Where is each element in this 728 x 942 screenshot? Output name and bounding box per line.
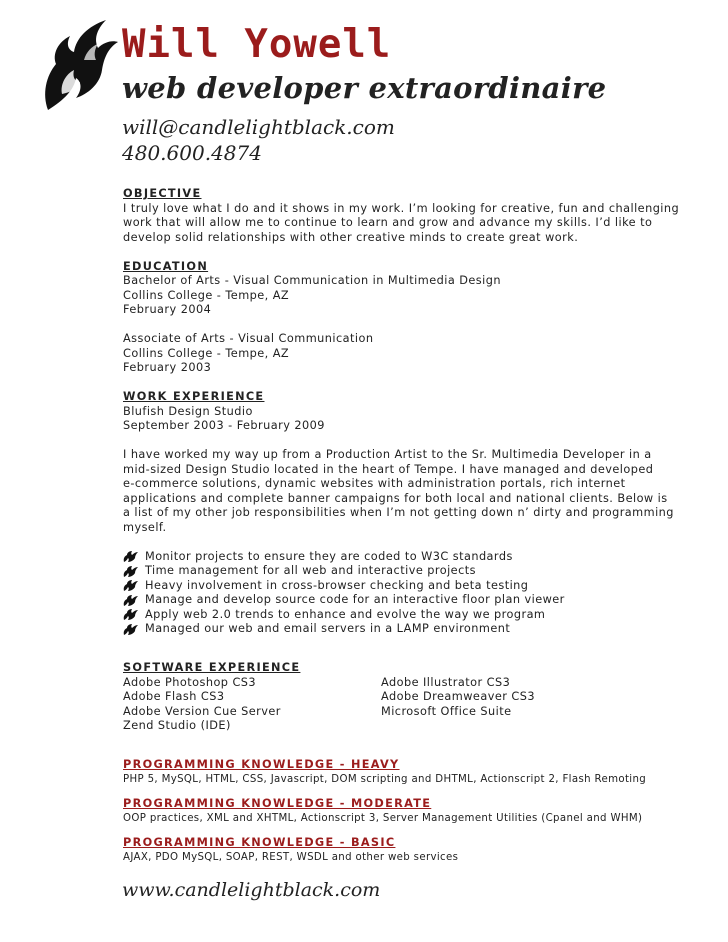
programming-heavy-heading: PROGRAMMING KNOWLEDGE - HEAVY xyxy=(123,758,400,771)
responsibility-text: Monitor projects to ensure they are coded to W3C standards xyxy=(145,549,513,563)
objective-heading: OBJECTIVE xyxy=(123,187,202,200)
candidate-tagline: web developer extraordinaire xyxy=(122,71,607,105)
software-list xyxy=(123,676,683,734)
work-description-line: mid-sized Design Studio located in the heart of Tempe. I have managed and developed xyxy=(123,462,654,476)
work-description-line: applications and complete banner campaigns for both local and national clients. Below is xyxy=(123,491,668,505)
programming-basic-text: AJAX, PDO MySQL, SOAP, REST, WSDL and other web services xyxy=(123,851,459,863)
education-heading: EDUCATION xyxy=(123,259,209,273)
responsibility-text: Managed our web and email servers in a LAMP environment xyxy=(145,622,511,635)
education-school: Collins College - Tempe, AZ xyxy=(123,346,290,360)
work-description-line: a list of my other job responsibilities when I’m not getting down n’ dirty and programming xyxy=(123,506,674,519)
software-item: Microsoft Office Suite xyxy=(381,704,512,718)
software-item: Adobe Version Cue Server xyxy=(123,704,281,718)
resume-body xyxy=(123,187,683,865)
programming-moderate-heading: PROGRAMMING KNOWLEDGE - MODERATE xyxy=(123,797,432,810)
education-school: Collins College - Tempe, AZ xyxy=(123,288,290,302)
website-link[interactable]: www.candlelightblack.com xyxy=(122,879,381,901)
work-company: Blufish Design Studio xyxy=(123,404,253,418)
flame-bullet-icon xyxy=(123,608,139,621)
flame-bullet-icon xyxy=(123,623,139,636)
candidate-name: Will Yowell xyxy=(122,22,392,67)
software-item: Adobe Dreamweaver CS3 xyxy=(381,690,535,703)
flame-bullet-icon xyxy=(123,579,139,592)
objective-line: work that will allow me to continue to learn and grow and advance my skills. I’d like to xyxy=(123,216,653,229)
programming-basic-heading: PROGRAMMING KNOWLEDGE - BASIC xyxy=(123,836,396,849)
work-dates: September 2003 - February 2009 xyxy=(123,419,325,432)
work-heading: WORK EXPERIENCE xyxy=(123,390,265,403)
responsibilities-list xyxy=(123,550,683,637)
list-item xyxy=(123,564,683,579)
responsibility-text: Manage and develop source code for an interactive floor plan viewer xyxy=(145,593,565,606)
programming-heavy-text: PHP 5, MySQL, HTML, CSS, Javascript, DOM scripting and DHTML, Actionscript 2, Flash Remoting xyxy=(123,773,647,785)
software-item: Adobe Illustrator CS3 xyxy=(381,675,511,689)
software-item: Adobe Flash CS3 xyxy=(123,690,225,703)
education-date: February 2003 xyxy=(123,361,212,374)
responsibility-text: Heavy involvement in cross-browser checking and beta testing xyxy=(145,578,529,592)
work-description-line: I have worked my way up from a Production Artist to the Sr. Multimedia Developer in a xyxy=(123,448,652,461)
contact-phone: 480.600.4874 xyxy=(122,141,262,165)
software-column-left xyxy=(123,676,381,734)
flame-bullet-icon xyxy=(123,565,139,578)
flame-bullet-icon xyxy=(123,550,139,563)
objective-line: develop solid relationships with other creative minds to create great work. xyxy=(123,230,579,244)
list-item xyxy=(123,550,683,565)
work-description-line: e-commerce solutions, dynamic websites with administration portals, rich internet xyxy=(123,477,626,490)
list-item xyxy=(123,622,683,637)
education-degree: Associate of Arts - Visual Communication xyxy=(123,332,374,345)
education-degree: Bachelor of Arts - Visual Communication in Multimedia Design xyxy=(123,274,501,287)
list-item xyxy=(123,608,683,623)
flame-logo-icon xyxy=(40,14,120,114)
list-item xyxy=(123,593,683,608)
contact-email[interactable]: will@candlelightblack.com xyxy=(122,115,395,139)
programming-moderate-text: OOP practices, XML and XHTML, Actionscript 3, Server Management Utilities (Cpanel and WHM) xyxy=(123,812,643,824)
list-item xyxy=(123,579,683,594)
work-description-line: myself. xyxy=(123,520,167,534)
education-date: February 2004 xyxy=(123,303,212,316)
software-heading: SOFTWARE EXPERIENCE xyxy=(123,661,301,674)
responsibility-text: Apply web 2.0 trends to enhance and evolve the way we program xyxy=(145,607,546,621)
software-item: Adobe Photoshop CS3 xyxy=(123,675,257,689)
flame-bullet-icon xyxy=(123,594,139,607)
software-column-right xyxy=(381,676,641,734)
responsibility-text: Time management for all web and interactive projects xyxy=(145,564,476,577)
software-item: Zend Studio (IDE) xyxy=(123,719,231,732)
objective-line: I truly love what I do and it shows in my work. I’m looking for creative, fun and challenging xyxy=(123,201,680,215)
